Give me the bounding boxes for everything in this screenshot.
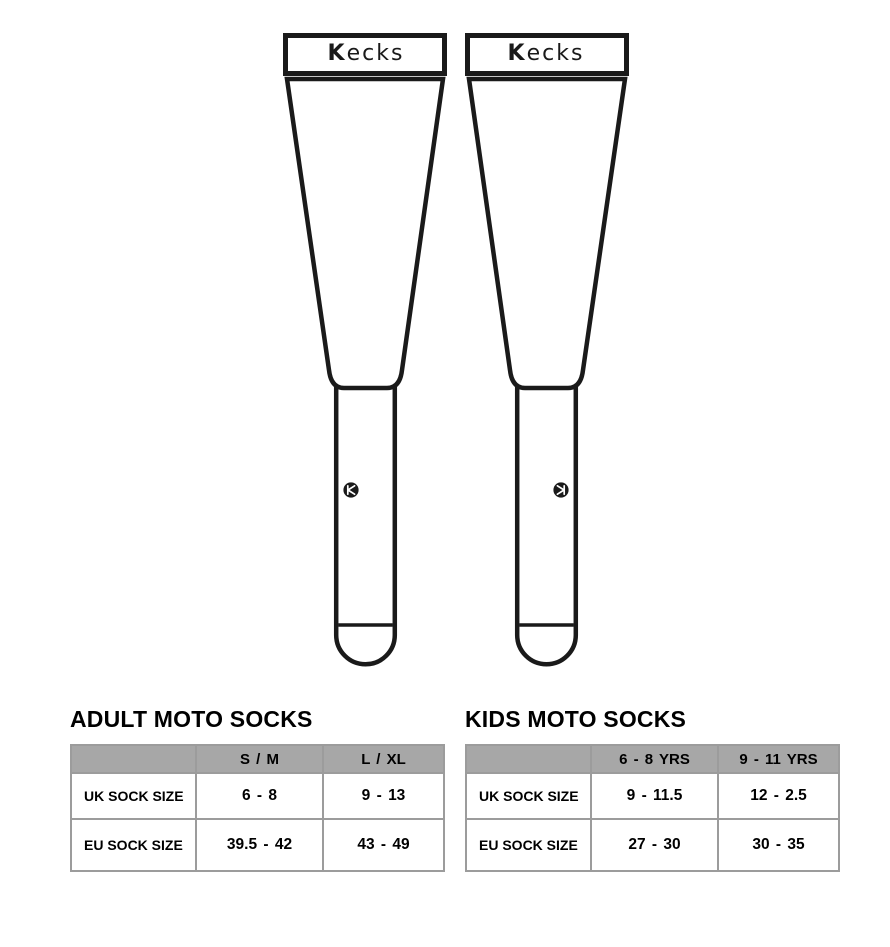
kids-eu-row-label: EU SOCK SIZE (466, 819, 591, 871)
adult-table-title: ADULT MOTO SOCKS (70, 706, 313, 732)
sock-leg (469, 79, 625, 388)
adult-uk-size-row (71, 773, 444, 819)
kids-uk-row-label: UK SOCK SIZE (466, 773, 591, 819)
adult-uk-lxl-value: 9 - 13 (323, 773, 444, 819)
adult-header-lxl: L / XL (323, 745, 444, 773)
kids-header-9-11yrs: 9 - 11 YRS (718, 745, 839, 773)
cuff-brand-label: Kecks (507, 41, 585, 66)
kids-table-header-row (466, 745, 839, 773)
kids-uk-9-11-value: 12 - 2.5 (718, 773, 839, 819)
sock-foot-tube (517, 386, 576, 664)
sock-foot-tube (336, 386, 395, 664)
kids-eu-6-8-value: 27 - 30 (591, 819, 718, 871)
adult-size-section (70, 706, 443, 872)
adult-table-header-row (71, 745, 444, 773)
kids-eu-9-11-value: 30 - 35 (718, 819, 839, 871)
kids-uk-6-8-value: 9 - 11.5 (591, 773, 718, 819)
kids-header-empty-cell (466, 745, 591, 773)
adult-size-table (70, 744, 445, 872)
adult-header-sm: S / M (196, 745, 323, 773)
kids-table-title: KIDS MOTO SOCKS (465, 706, 687, 732)
sock-leg (287, 79, 443, 388)
kids-size-table (465, 744, 840, 872)
adult-eu-sm-value: 39.5 - 42 (196, 819, 323, 871)
kids-eu-size-row (466, 819, 839, 871)
sock-diagram-right (463, 31, 629, 668)
kids-header-6-8yrs: 6 - 8 YRS (591, 745, 718, 773)
sock-outline-drawing (463, 31, 629, 668)
adult-uk-row-label: UK SOCK SIZE (71, 773, 196, 819)
sock-outline-drawing (283, 31, 449, 668)
adult-eu-row-label: EU SOCK SIZE (71, 819, 196, 871)
kids-uk-size-row (466, 773, 839, 819)
adult-header-empty-cell (71, 745, 196, 773)
adult-eu-size-row (71, 819, 444, 871)
kecks-dot-logo-icon (343, 482, 358, 497)
kids-size-section (465, 706, 838, 872)
sock-diagram-left (283, 31, 449, 668)
adult-uk-sm-value: 6 - 8 (196, 773, 323, 819)
cuff-brand-label: Kecks (327, 41, 405, 66)
kecks-dot-logo-icon (553, 482, 568, 497)
adult-eu-lxl-value: 43 - 49 (323, 819, 444, 871)
